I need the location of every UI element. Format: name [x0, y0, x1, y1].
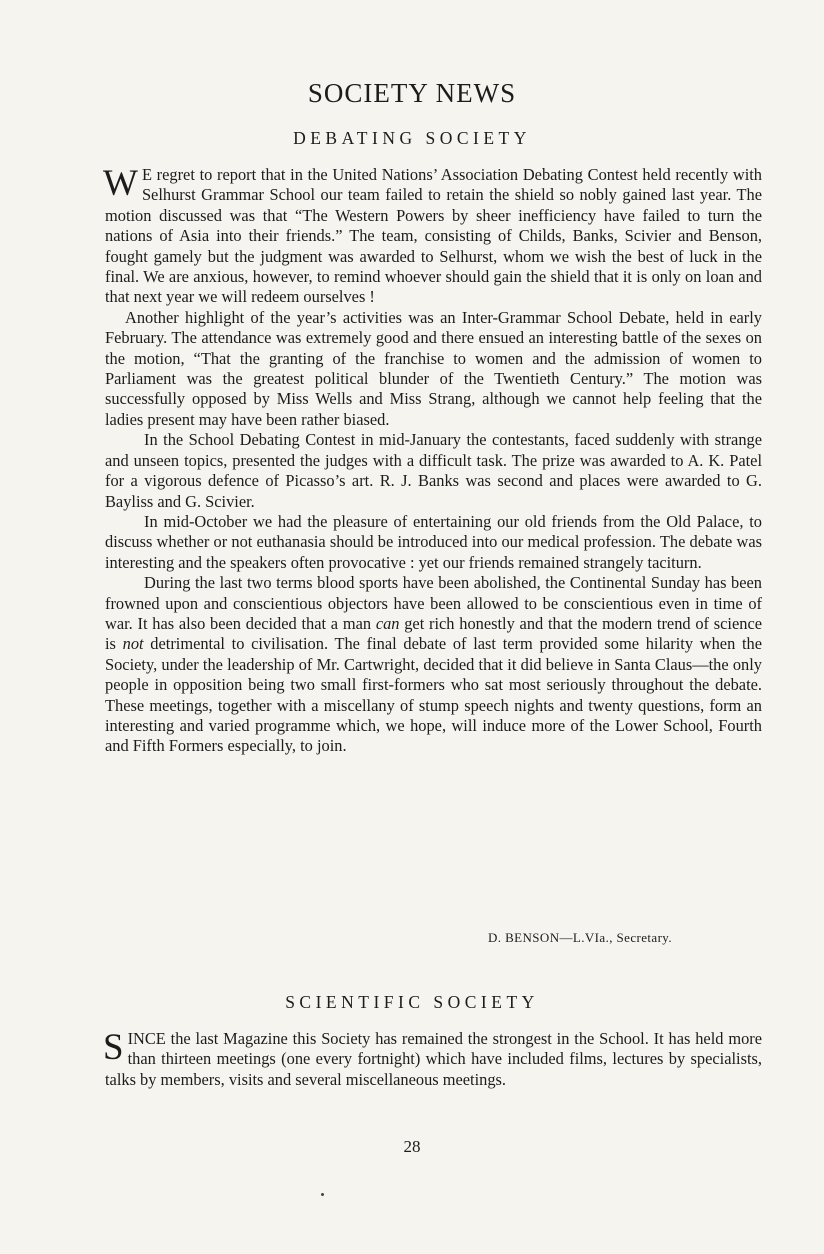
debating-paragraph-2: Another highlight of the year’s activities was an Inter-Grammar School Debate, held in early February. The attendance was extremely good and there ensued an interesting battle of the sexes on the motion, “That the granting of the franchise to women and the admission of women to Parliament was the greatest political blunder of the Twentieth Century.” The motion was successfully opposed by Miss Wells and Miss Strang, although we cannot help feeling that the ladies present may have been rather biased.: [105, 307, 762, 429]
page-number: 28: [403, 1137, 421, 1156]
paragraph-text: get rich honestly and that the modern trend of science is: [105, 613, 762, 654]
debating-paragraph-3: In the School Debating Contest in mid-January the contestants, faced suddenly with strange and unseen topics, presented the judges with a difficult task. The prize was awarded to A. K. Patel for a vigorous defence of Picasso’s art. R. J. Banks was second and places were awarded to G. Bayliss and G. Scivier.: [105, 430, 762, 511]
secretary-signature: D. BENSON—L.VIa., Secretary.: [488, 930, 673, 945]
paragraph-text: During the last two terms blood sports have been abolished, the Continental Sunday has been frowned upon and conscientious objectors have been allowed to be conscientious even in time of war. It has also been decided that a man: [105, 573, 762, 633]
emphasis-text: can: [375, 613, 400, 633]
scientific-society-heading: SCIENTIFIC SOCIETY: [285, 992, 539, 1012]
scientific-society-article: [105, 1029, 762, 1090]
debating-paragraph-5: [105, 573, 762, 757]
print-speck: [321, 1193, 324, 1196]
paragraph-text: E regret to report that in the United Nations’ Association Debating Contest held recently with Selhurst Grammar School our team failed to retain the shield so nobly gained last year. The motion discussed was that “The Western Powers by sheer inefficiency have failed to turn the nations of Asia into their friends.” The team, consisting of Childs, Banks, Scivier and Benson, fought gamely but the judgment was awarded to Selhurst, whom we wish the best of luck in the final. We are anxious, however, to remind whoever should gain the shield that it is only on loan and that next year we will redeem ourselves !: [105, 165, 762, 307]
paragraph-text: INCE the last Magazine this Society has remained the strongest in the School. It has held more than thirteen meetings (one every fortnight) which have included films, lectures by specialists, talks by members, visits and several miscellaneous meetings.: [105, 1029, 762, 1089]
scientific-paragraph-1: [105, 1029, 762, 1090]
debating-paragraph-1: [105, 165, 762, 308]
drop-cap: W: [103, 163, 138, 204]
debating-paragraph-4: In mid-October we had the pleasure of entertaining our old friends from the Old Palace, to discuss whether or not euthanasia should be introduced into our medical profession. The debate was interesting and the speakers often provocative : yet our friends remained strangely taciturn.: [105, 511, 762, 572]
debating-society-article: [105, 165, 762, 757]
paragraph-text: detrimental to civilisation. The final debate of last term provided some hilarity when the Society, under the leadership of Mr. Cartwright, decided that it did believe in Santa Claus—the only people in opposition being two small first-formers who sat most seriously throughout the debate. These meetings, together with a miscellany of stump speech nights and twenty questions, form an interesting and varied programme which, we hope, will induce more of the Lower School, Fourth and Fifth Formers especially, to join.: [105, 634, 762, 756]
emphasis-text: not: [122, 634, 144, 654]
page-title: SOCIETY NEWS: [307, 78, 517, 108]
drop-cap: S: [103, 1027, 124, 1068]
debating-society-heading: DEBATING SOCIETY: [293, 128, 531, 148]
